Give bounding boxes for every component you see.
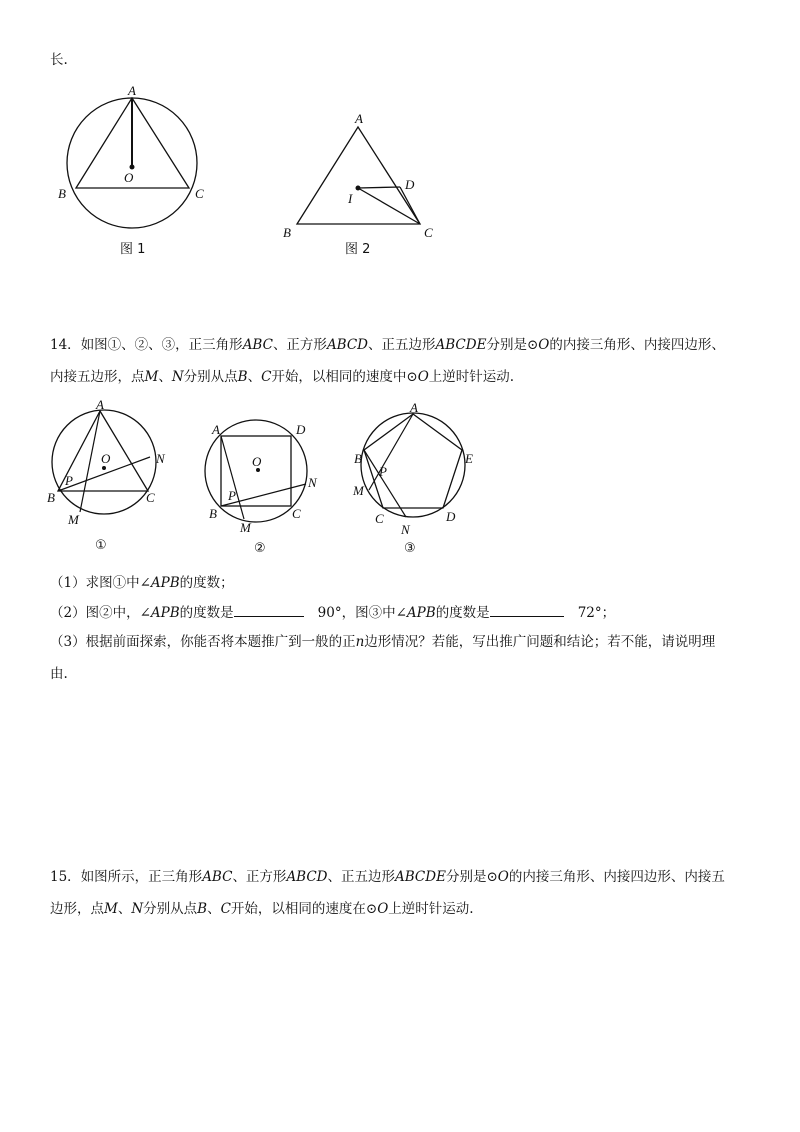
label-b: B bbox=[354, 451, 362, 466]
segment-id bbox=[358, 187, 400, 188]
label-d: D bbox=[296, 422, 306, 437]
label-c: C bbox=[292, 506, 301, 521]
text: 边形情况？若能，写出推广问题和结论；若不能，请说明理 bbox=[364, 634, 716, 650]
math-var: N bbox=[131, 901, 144, 917]
text: 开始，以相同的速度中⊙ bbox=[271, 369, 418, 385]
label-b: B bbox=[47, 490, 55, 505]
figure-caption: ② bbox=[254, 541, 266, 556]
q15-line-1 bbox=[50, 867, 725, 887]
math-var: B bbox=[197, 901, 208, 917]
math-var: APB bbox=[150, 575, 180, 591]
label-m: M bbox=[353, 483, 364, 498]
question-number: 14． bbox=[50, 337, 81, 353]
figure-caption: ① bbox=[95, 538, 107, 553]
math-var: APB bbox=[406, 605, 436, 621]
text: 分别是⊙ bbox=[486, 337, 539, 353]
label-i: I bbox=[348, 191, 353, 206]
label-c: C bbox=[146, 490, 155, 505]
text: 上逆时针运动. bbox=[428, 369, 515, 385]
math-var: N bbox=[171, 369, 184, 385]
center-dot bbox=[130, 165, 135, 170]
math-var: ABCDE bbox=[395, 869, 446, 885]
q14-figure-1 bbox=[47, 397, 166, 553]
label-a: A bbox=[96, 397, 104, 412]
math-var: APB bbox=[150, 605, 180, 621]
figure-caption: ③ bbox=[404, 541, 416, 556]
figure-caption: 图 1 bbox=[120, 242, 146, 257]
figure-triangle-incenter bbox=[283, 111, 433, 257]
text: 内接五边形，点 bbox=[50, 369, 145, 385]
answer-value: 90° bbox=[317, 605, 342, 621]
q14-figure-2 bbox=[205, 420, 318, 556]
text: 、正方形 bbox=[272, 337, 327, 353]
text: 如图所示，正三角形 bbox=[80, 869, 203, 885]
text: 、正方形 bbox=[232, 869, 287, 885]
question-number: 15． bbox=[50, 869, 81, 885]
label-n: N bbox=[156, 451, 165, 466]
text: ，图③中∠ bbox=[341, 605, 407, 621]
math-var: M bbox=[144, 369, 159, 385]
text: 分别从点 bbox=[183, 369, 238, 385]
label-o: O bbox=[124, 170, 134, 185]
text: 分别从点 bbox=[143, 901, 198, 917]
q14-line-2 bbox=[50, 367, 514, 387]
label-n: N bbox=[401, 522, 410, 537]
text: 、 bbox=[247, 369, 262, 385]
text: （3）根据前面探索，你能否将本题推广到一般的正 bbox=[50, 634, 356, 650]
label-o: O bbox=[101, 451, 111, 466]
math-var: B bbox=[237, 369, 248, 385]
text: 开始，以相同的速度在⊙ bbox=[230, 901, 378, 917]
segment-bn bbox=[364, 450, 406, 517]
text: 上逆时针运动. bbox=[388, 901, 474, 917]
label-e: E bbox=[465, 451, 473, 466]
math-var: ABCDE bbox=[435, 337, 487, 353]
math-var: O bbox=[377, 901, 389, 917]
math-var: ABC bbox=[202, 869, 233, 885]
label-d: D bbox=[446, 509, 456, 524]
math-var: ABCD bbox=[326, 337, 369, 353]
q15-line-2 bbox=[50, 899, 474, 919]
math-var: O bbox=[538, 337, 550, 353]
text: 、 bbox=[117, 901, 132, 917]
text: 、 bbox=[158, 369, 172, 385]
label-p: P bbox=[379, 464, 387, 479]
text: 、 bbox=[207, 901, 221, 917]
text: 的内接三角形、内接四边形、内接五 bbox=[508, 869, 725, 885]
text: ； bbox=[601, 605, 616, 621]
text: 的度数； bbox=[179, 575, 234, 591]
text: 分别是⊙ bbox=[445, 869, 498, 885]
math-var: O bbox=[497, 869, 509, 885]
label-a: A bbox=[212, 422, 220, 437]
text: 、正五边形 bbox=[327, 869, 396, 885]
q14-line-1 bbox=[50, 335, 725, 355]
text: 边形，点 bbox=[50, 901, 104, 917]
math-var: M bbox=[104, 901, 118, 917]
math-var: ABC bbox=[242, 337, 273, 353]
label-o: O bbox=[252, 454, 262, 469]
label-p: P bbox=[65, 473, 73, 488]
label-p: P bbox=[228, 488, 236, 503]
math-var: n bbox=[355, 634, 365, 650]
q14-sub-1 bbox=[50, 573, 234, 593]
answer-blank[interactable] bbox=[234, 603, 304, 617]
prev-question-tail: 长. bbox=[50, 52, 68, 68]
math-var: C bbox=[261, 369, 272, 385]
answer-blank[interactable] bbox=[490, 603, 564, 617]
text: 的内接三角形、内接四边形、 bbox=[549, 337, 725, 353]
math-var: O bbox=[417, 369, 429, 385]
figure-caption: 图 2 bbox=[345, 242, 371, 257]
label-m: M bbox=[240, 520, 251, 535]
answer-value: 72° bbox=[577, 605, 602, 621]
pentagon-abcde bbox=[364, 414, 462, 508]
q14-sub-3-cont: 由. bbox=[50, 666, 68, 682]
label-b: B bbox=[209, 506, 217, 521]
q14-sub-2 bbox=[50, 603, 615, 623]
label-a: A bbox=[128, 83, 136, 98]
triangle-abc bbox=[297, 127, 420, 224]
segment-am bbox=[80, 411, 100, 512]
math-var: C bbox=[220, 901, 231, 917]
q14-sub-3 bbox=[50, 632, 715, 652]
text: 、正五边形 bbox=[368, 337, 436, 353]
q14-figure-3 bbox=[352, 400, 473, 556]
text: 的度数是 bbox=[435, 605, 490, 621]
text: （1）求图①中∠ bbox=[50, 575, 151, 591]
label-a: A bbox=[355, 111, 363, 126]
label-c: C bbox=[424, 225, 433, 240]
label-c: C bbox=[375, 511, 384, 526]
label-d: D bbox=[405, 177, 415, 192]
label-a: A bbox=[410, 400, 418, 415]
math-var: ABCD bbox=[286, 869, 328, 885]
incenter-dot bbox=[356, 186, 361, 191]
text: （2）图②中，∠ bbox=[50, 605, 151, 621]
segment-am bbox=[369, 414, 413, 490]
label-n: N bbox=[308, 475, 317, 490]
label-b: B bbox=[58, 186, 66, 201]
label-c: C bbox=[195, 186, 204, 201]
label-b: B bbox=[283, 225, 291, 240]
label-m: M bbox=[68, 512, 79, 527]
text: 如图①、②、③，正三角形 bbox=[80, 337, 243, 353]
text: 的度数是 bbox=[179, 605, 234, 621]
